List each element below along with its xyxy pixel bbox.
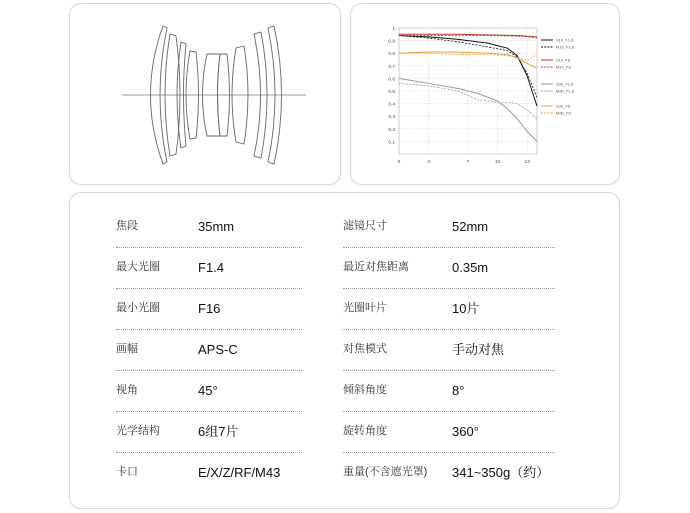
spec-value-left: 6组7片 <box>198 424 239 439</box>
spec-label-right: 重量(不含遮光罩) <box>343 466 428 478</box>
x-tick-label: 13 <box>524 160 530 165</box>
spec-label-right: 对焦模式 <box>343 343 387 355</box>
y-tick-label: 0.3 <box>388 115 395 121</box>
legend-label: M10_F1.6 <box>556 44 575 50</box>
spec-value-left: F1.4 <box>198 260 225 275</box>
chart-legend <box>541 38 575 116</box>
spec-row <box>70 247 621 288</box>
spec-value-right: 0.35m <box>452 260 489 275</box>
spec-row <box>70 370 621 411</box>
spec-table-panel <box>69 192 620 509</box>
spec-value-right: 341~350g（约） <box>452 465 550 480</box>
y-tick-label: 0.5 <box>388 90 395 95</box>
lens-structure-diagram <box>70 4 342 186</box>
spec-value-left: APS-C <box>198 342 238 357</box>
spec-row <box>70 411 621 452</box>
y-tick-label: 0.7 <box>388 64 395 70</box>
spec-label-left: 光学结构 <box>116 425 160 437</box>
spec-label-left: 卡口 <box>116 466 138 478</box>
mtf-chart <box>351 4 621 186</box>
spec-label-left: 最小光圈 <box>116 302 160 314</box>
legend-label: M30_F8 <box>556 110 571 116</box>
legend-label: M30_F1.6 <box>556 88 575 94</box>
spec-row <box>70 206 621 247</box>
chart-ticks <box>388 26 530 165</box>
x-tick-label: 7 <box>466 160 470 165</box>
spec-value-right: 手动对焦 <box>452 342 505 357</box>
x-tick-label: 10 <box>494 160 501 165</box>
y-tick-label: 0.4 <box>388 102 395 108</box>
legend-label: S10_F8 <box>556 57 571 63</box>
spec-label-right: 滤镜尺寸 <box>343 220 387 232</box>
y-tick-label: 0.8 <box>388 52 395 58</box>
spec-value-left: E/X/Z/RF/M43 <box>198 465 281 480</box>
legend-label: S30_F8 <box>556 103 571 109</box>
spec-value-left: F16 <box>198 301 221 316</box>
spec-value-left: 35mm <box>198 219 235 234</box>
spec-label-left: 最大光圈 <box>116 261 160 273</box>
mtf-chart-panel <box>350 3 620 185</box>
y-tick-label: 0.1 <box>388 140 395 146</box>
spec-value-right: 10片 <box>452 301 480 316</box>
spec-row <box>70 329 621 370</box>
spec-label-right: 最近对焦距离 <box>343 261 409 273</box>
y-tick-label: 0.9 <box>388 39 395 45</box>
spec-label-right: 倾斜角度 <box>343 384 387 396</box>
spec-label-left: 画幅 <box>116 343 138 355</box>
legend-label: S30_F1.6 <box>556 81 574 87</box>
lens-diagram-panel <box>69 3 341 185</box>
y-tick-label: 0.6 <box>388 77 395 83</box>
y-tick-label: 0.2 <box>388 127 395 133</box>
spec-value-right: 360° <box>452 424 479 439</box>
spec-label-left: 焦段 <box>116 220 138 232</box>
spec-value-left: 45° <box>198 383 218 398</box>
spec-label-right: 旋转角度 <box>343 425 387 437</box>
spec-label-left: 视角 <box>116 384 138 396</box>
spec-row <box>70 288 621 329</box>
legend-label: S10_F1.6 <box>556 37 574 43</box>
y-tick-label: 1 <box>392 27 395 32</box>
x-tick-label: 0 <box>397 160 401 165</box>
spec-row <box>70 452 621 493</box>
spec-value-right: 52mm <box>452 219 489 234</box>
spec-label-right: 光圈叶片 <box>343 302 387 314</box>
legend-label: M10_F8 <box>556 64 571 70</box>
spec-value-right: 8° <box>452 383 465 398</box>
x-tick-label: 3 <box>427 160 430 165</box>
